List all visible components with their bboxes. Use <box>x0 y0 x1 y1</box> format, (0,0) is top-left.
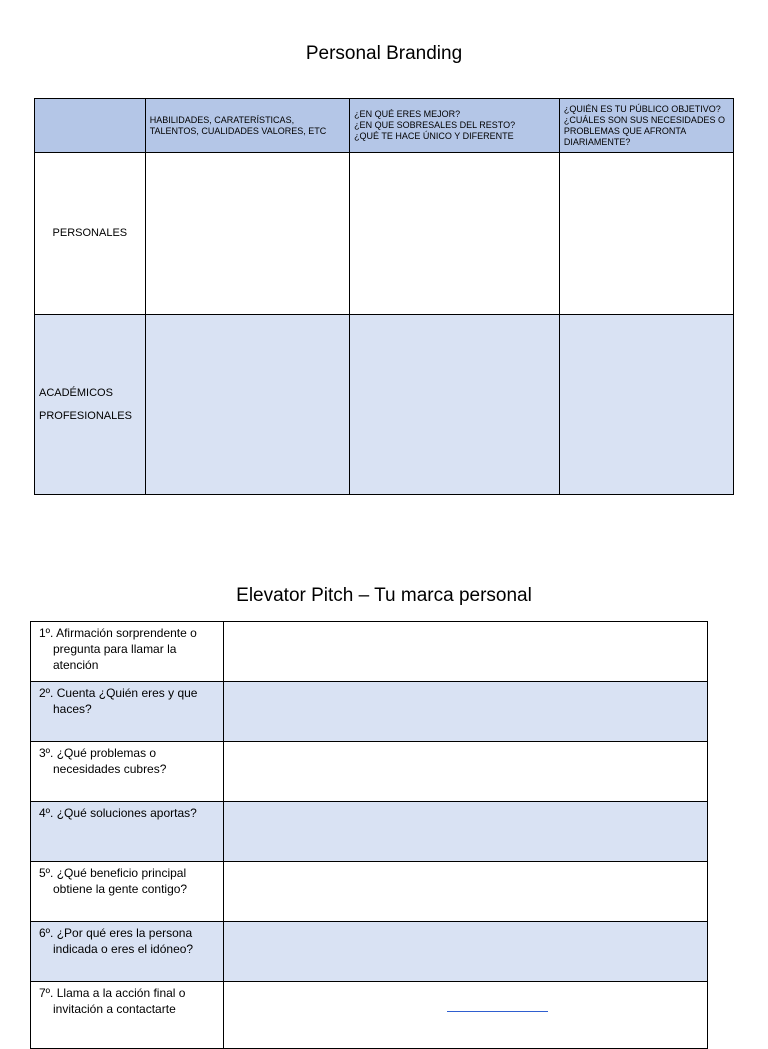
pitch-question: 4º. ¿Qué soluciones aportas? <box>31 802 224 862</box>
pitch-question: 2º. Cuenta ¿Quién eres y que haces? <box>31 682 224 742</box>
pitch-row <box>31 922 708 982</box>
header-cell-skills: HABILIDADES, CARATERÍSTICAS, TALENTOS, CUALIDADES VALORES, ETC <box>145 99 349 153</box>
pitch-answer-cell[interactable] <box>224 922 708 982</box>
pitch-row <box>31 742 708 802</box>
pitch-row <box>31 862 708 922</box>
section-title: Elevator Pitch – Tu marca personal <box>236 585 532 606</box>
table-row-personales <box>35 153 734 315</box>
pitch-question: 7º. Llama a la acción final o invitación a contactarte <box>31 982 224 1049</box>
input-cell[interactable] <box>350 315 560 495</box>
pitch-question: 6º. ¿Por qué eres la persona indicada o eres el idóneo? <box>31 922 224 982</box>
table-row-academicos <box>35 315 734 495</box>
page-title: Personal Branding <box>305 43 463 64</box>
pitch-question: 1º. Afirmación sorprendente o pregunta para llamar la atención <box>31 622 224 682</box>
input-cell[interactable] <box>559 153 733 315</box>
personal-branding-table <box>34 98 734 495</box>
table-header-row <box>35 99 734 153</box>
pitch-answer-cell[interactable] <box>224 982 708 1049</box>
header-cell-strengths: ¿EN QUÉ ERES MEJOR? ¿EN QUE SOBRESALES DEL RESTO? ¿QUÉ TE HACE ÚNICO Y DIFERENTE <box>350 99 560 153</box>
input-cell[interactable] <box>559 315 733 495</box>
pitch-question: 5º. ¿Qué beneficio principal obtiene la gente contigo? <box>31 862 224 922</box>
pitch-row <box>31 982 708 1049</box>
pitch-answer-cell[interactable] <box>224 682 708 742</box>
pitch-row <box>31 622 708 682</box>
pitch-answer-cell[interactable] <box>224 802 708 862</box>
elevator-pitch-table <box>30 621 708 1049</box>
pitch-answer-cell[interactable] <box>224 622 708 682</box>
header-cell-audience: ¿QUIÉN ES TU PÚBLICO OBJETIVO? ¿CUÁLES SON SUS NECESIDADES O PROBLEMAS QUE AFRONTA DIARIAMENTE? <box>559 99 733 153</box>
pitch-question: 3º. ¿Qué problemas o necesidades cubres? <box>31 742 224 802</box>
pitch-answer-cell[interactable] <box>224 862 708 922</box>
header-cell-empty <box>35 99 146 153</box>
pitch-row <box>31 682 708 742</box>
link-underline[interactable] <box>447 1011 548 1012</box>
input-cell[interactable] <box>350 153 560 315</box>
row-label-personales: PERSONALES <box>35 153 146 315</box>
input-cell[interactable] <box>145 315 349 495</box>
input-cell[interactable] <box>145 153 349 315</box>
pitch-answer-cell[interactable] <box>224 742 708 802</box>
pitch-row <box>31 802 708 862</box>
row-label-academicos: ACADÉMICOS PROFESIONALES <box>35 315 146 495</box>
